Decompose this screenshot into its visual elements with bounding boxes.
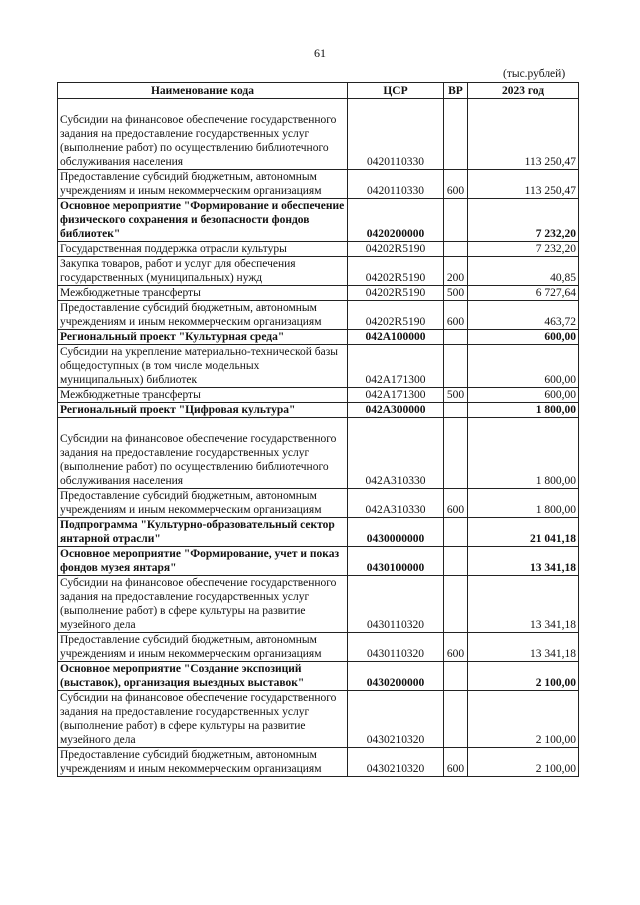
- row-csr: 042A171300: [348, 388, 444, 403]
- row-csr: 042A310330: [348, 418, 444, 489]
- row-name: Государственная поддержка отрасли культуры: [58, 242, 348, 257]
- table-row: [58, 199, 579, 242]
- row-vr: [444, 242, 468, 257]
- row-amount: 2 100,00: [468, 662, 579, 691]
- row-csr: 0420200000: [348, 199, 444, 242]
- row-vr: 500: [444, 388, 468, 403]
- row-name: Предоставление субсидий бюджетным, автономным учреждениям и иным некоммерческим организациям: [58, 748, 348, 777]
- row-amount: 7 232,20: [468, 242, 579, 257]
- row-vr: 600: [444, 489, 468, 518]
- row-name: Предоставление субсидий бюджетным, автономным учреждениям и иным некоммерческим организациям: [58, 170, 348, 199]
- row-vr: 600: [444, 633, 468, 662]
- table-row: [58, 633, 579, 662]
- table-row: [58, 547, 579, 576]
- row-vr: [444, 345, 468, 388]
- row-name: Субсидии на финансовое обеспечение государственного задания на предоставление государственных услуг (выполнение работ) по осуществлению библиотечного обслуживания населения: [58, 99, 348, 170]
- table-row: [58, 257, 579, 286]
- table-row: [58, 170, 579, 199]
- row-name: Подпрограмма "Культурно-образовательный сектор янтарной отрасли": [58, 518, 348, 547]
- row-vr: [444, 691, 468, 748]
- row-vr: [444, 403, 468, 418]
- row-name: Предоставление субсидий бюджетным, автономным учреждениям и иным некоммерческим организациям: [58, 301, 348, 330]
- row-vr: 600: [444, 170, 468, 199]
- page-number: 61: [314, 46, 326, 60]
- row-csr: 04202R5190: [348, 257, 444, 286]
- row-vr: [444, 547, 468, 576]
- row-csr: 04202R5190: [348, 301, 444, 330]
- table-row: [58, 403, 579, 418]
- row-amount: 40,85: [468, 257, 579, 286]
- header-vr: ВР: [444, 83, 468, 99]
- table-row: [58, 489, 579, 518]
- row-amount: 1 800,00: [468, 489, 579, 518]
- row-name: Межбюджетные трансферты: [58, 286, 348, 301]
- row-vr: [444, 576, 468, 633]
- row-vr: 200: [444, 257, 468, 286]
- table-row: [58, 691, 579, 748]
- row-csr: 0430110320: [348, 576, 444, 633]
- table-row: [58, 345, 579, 388]
- row-csr: 04202R5190: [348, 286, 444, 301]
- table-row: [58, 388, 579, 403]
- row-amount: 1 800,00: [468, 418, 579, 489]
- table-row: [58, 99, 579, 170]
- row-name: Основное мероприятие "Формирование, учет и показ фондов музея янтаря": [58, 547, 348, 576]
- table-row: [58, 662, 579, 691]
- row-vr: 600: [444, 748, 468, 777]
- row-csr: 0430000000: [348, 518, 444, 547]
- header-name: Наименование кода: [58, 83, 348, 99]
- row-csr: 0420110330: [348, 170, 444, 199]
- row-amount: 21 041,18: [468, 518, 579, 547]
- row-name: Закупка товаров, работ и услуг для обеспечения государственных (муниципальных) нужд: [58, 257, 348, 286]
- row-name: Межбюджетные трансферты: [58, 388, 348, 403]
- table-body: [58, 99, 579, 777]
- row-name: Субсидии на финансовое обеспечение государственного задания на предоставление государственных услуг (выполнение работ) по осуществлению библиотечного обслуживания населения: [58, 418, 348, 489]
- row-vr: [444, 330, 468, 345]
- row-csr: 04202R5190: [348, 242, 444, 257]
- row-csr: 042A100000: [348, 330, 444, 345]
- header-row: [58, 83, 579, 99]
- row-name: Региональный проект "Культурная среда": [58, 330, 348, 345]
- row-amount: 7 232,20: [468, 199, 579, 242]
- row-vr: 600: [444, 301, 468, 330]
- row-amount: 113 250,47: [468, 170, 579, 199]
- row-name: Предоставление субсидий бюджетным, автономным учреждениям и иным некоммерческим организациям: [58, 489, 348, 518]
- budget-table: [57, 82, 579, 777]
- row-name: Субсидии на финансовое обеспечение государственного задания на предоставление государственных услуг (выполнение работ) в сфере культуры на развитие музейного дела: [58, 691, 348, 748]
- table-row: [58, 518, 579, 547]
- units-label: (тыс.рублей): [503, 68, 566, 80]
- row-amount: 600,00: [468, 345, 579, 388]
- table-row: [58, 418, 579, 489]
- table-row: [58, 748, 579, 777]
- table-row: [58, 301, 579, 330]
- row-csr: 0420110330: [348, 99, 444, 170]
- row-amount: 463,72: [468, 301, 579, 330]
- row-amount: 6 727,64: [468, 286, 579, 301]
- row-vr: 500: [444, 286, 468, 301]
- table-row: [58, 286, 579, 301]
- table-row: [58, 330, 579, 345]
- row-name: Субсидии на финансовое обеспечение государственного задания на предоставление государственных услуг (выполнение работ) в сфере культуры на развитие музейного дела: [58, 576, 348, 633]
- row-amount: 13 341,18: [468, 633, 579, 662]
- row-vr: [444, 99, 468, 170]
- row-amount: 1 800,00: [468, 403, 579, 418]
- row-csr: 0430200000: [348, 662, 444, 691]
- row-csr: 0430100000: [348, 547, 444, 576]
- row-vr: [444, 199, 468, 242]
- row-csr: 042A300000: [348, 403, 444, 418]
- row-vr: [444, 518, 468, 547]
- table-row: [58, 242, 579, 257]
- table-row: [58, 576, 579, 633]
- row-amount: 113 250,47: [468, 99, 579, 170]
- row-csr: 0430210320: [348, 691, 444, 748]
- row-amount: 2 100,00: [468, 691, 579, 748]
- header-amount: 2023 год: [468, 83, 579, 99]
- row-csr: 042A310330: [348, 489, 444, 518]
- row-amount: 2 100,00: [468, 748, 579, 777]
- row-amount: 13 341,18: [468, 576, 579, 633]
- row-csr: 0430210320: [348, 748, 444, 777]
- row-amount: 600,00: [468, 388, 579, 403]
- row-name: Предоставление субсидий бюджетным, автономным учреждениям и иным некоммерческим организациям: [58, 633, 348, 662]
- row-csr: 042A171300: [348, 345, 444, 388]
- table-header: [58, 83, 579, 99]
- row-name: Региональный проект "Цифровая культура": [58, 403, 348, 418]
- row-amount: 13 341,18: [468, 547, 579, 576]
- row-name: Основное мероприятие "Создание экспозиций (выставок), организация выездных выставок": [58, 662, 348, 691]
- row-name: Основное мероприятие "Формирование и обеспечение физического сохранения и безопасности фондов библиотек": [58, 199, 348, 242]
- row-amount: 600,00: [468, 330, 579, 345]
- header-csr: ЦСР: [348, 83, 444, 99]
- row-vr: [444, 662, 468, 691]
- row-vr: [444, 418, 468, 489]
- row-csr: 0430110320: [348, 633, 444, 662]
- row-name: Субсидии на укрепление материально-технической базы общедоступных (в том числе модельных муниципальных) библиотек: [58, 345, 348, 388]
